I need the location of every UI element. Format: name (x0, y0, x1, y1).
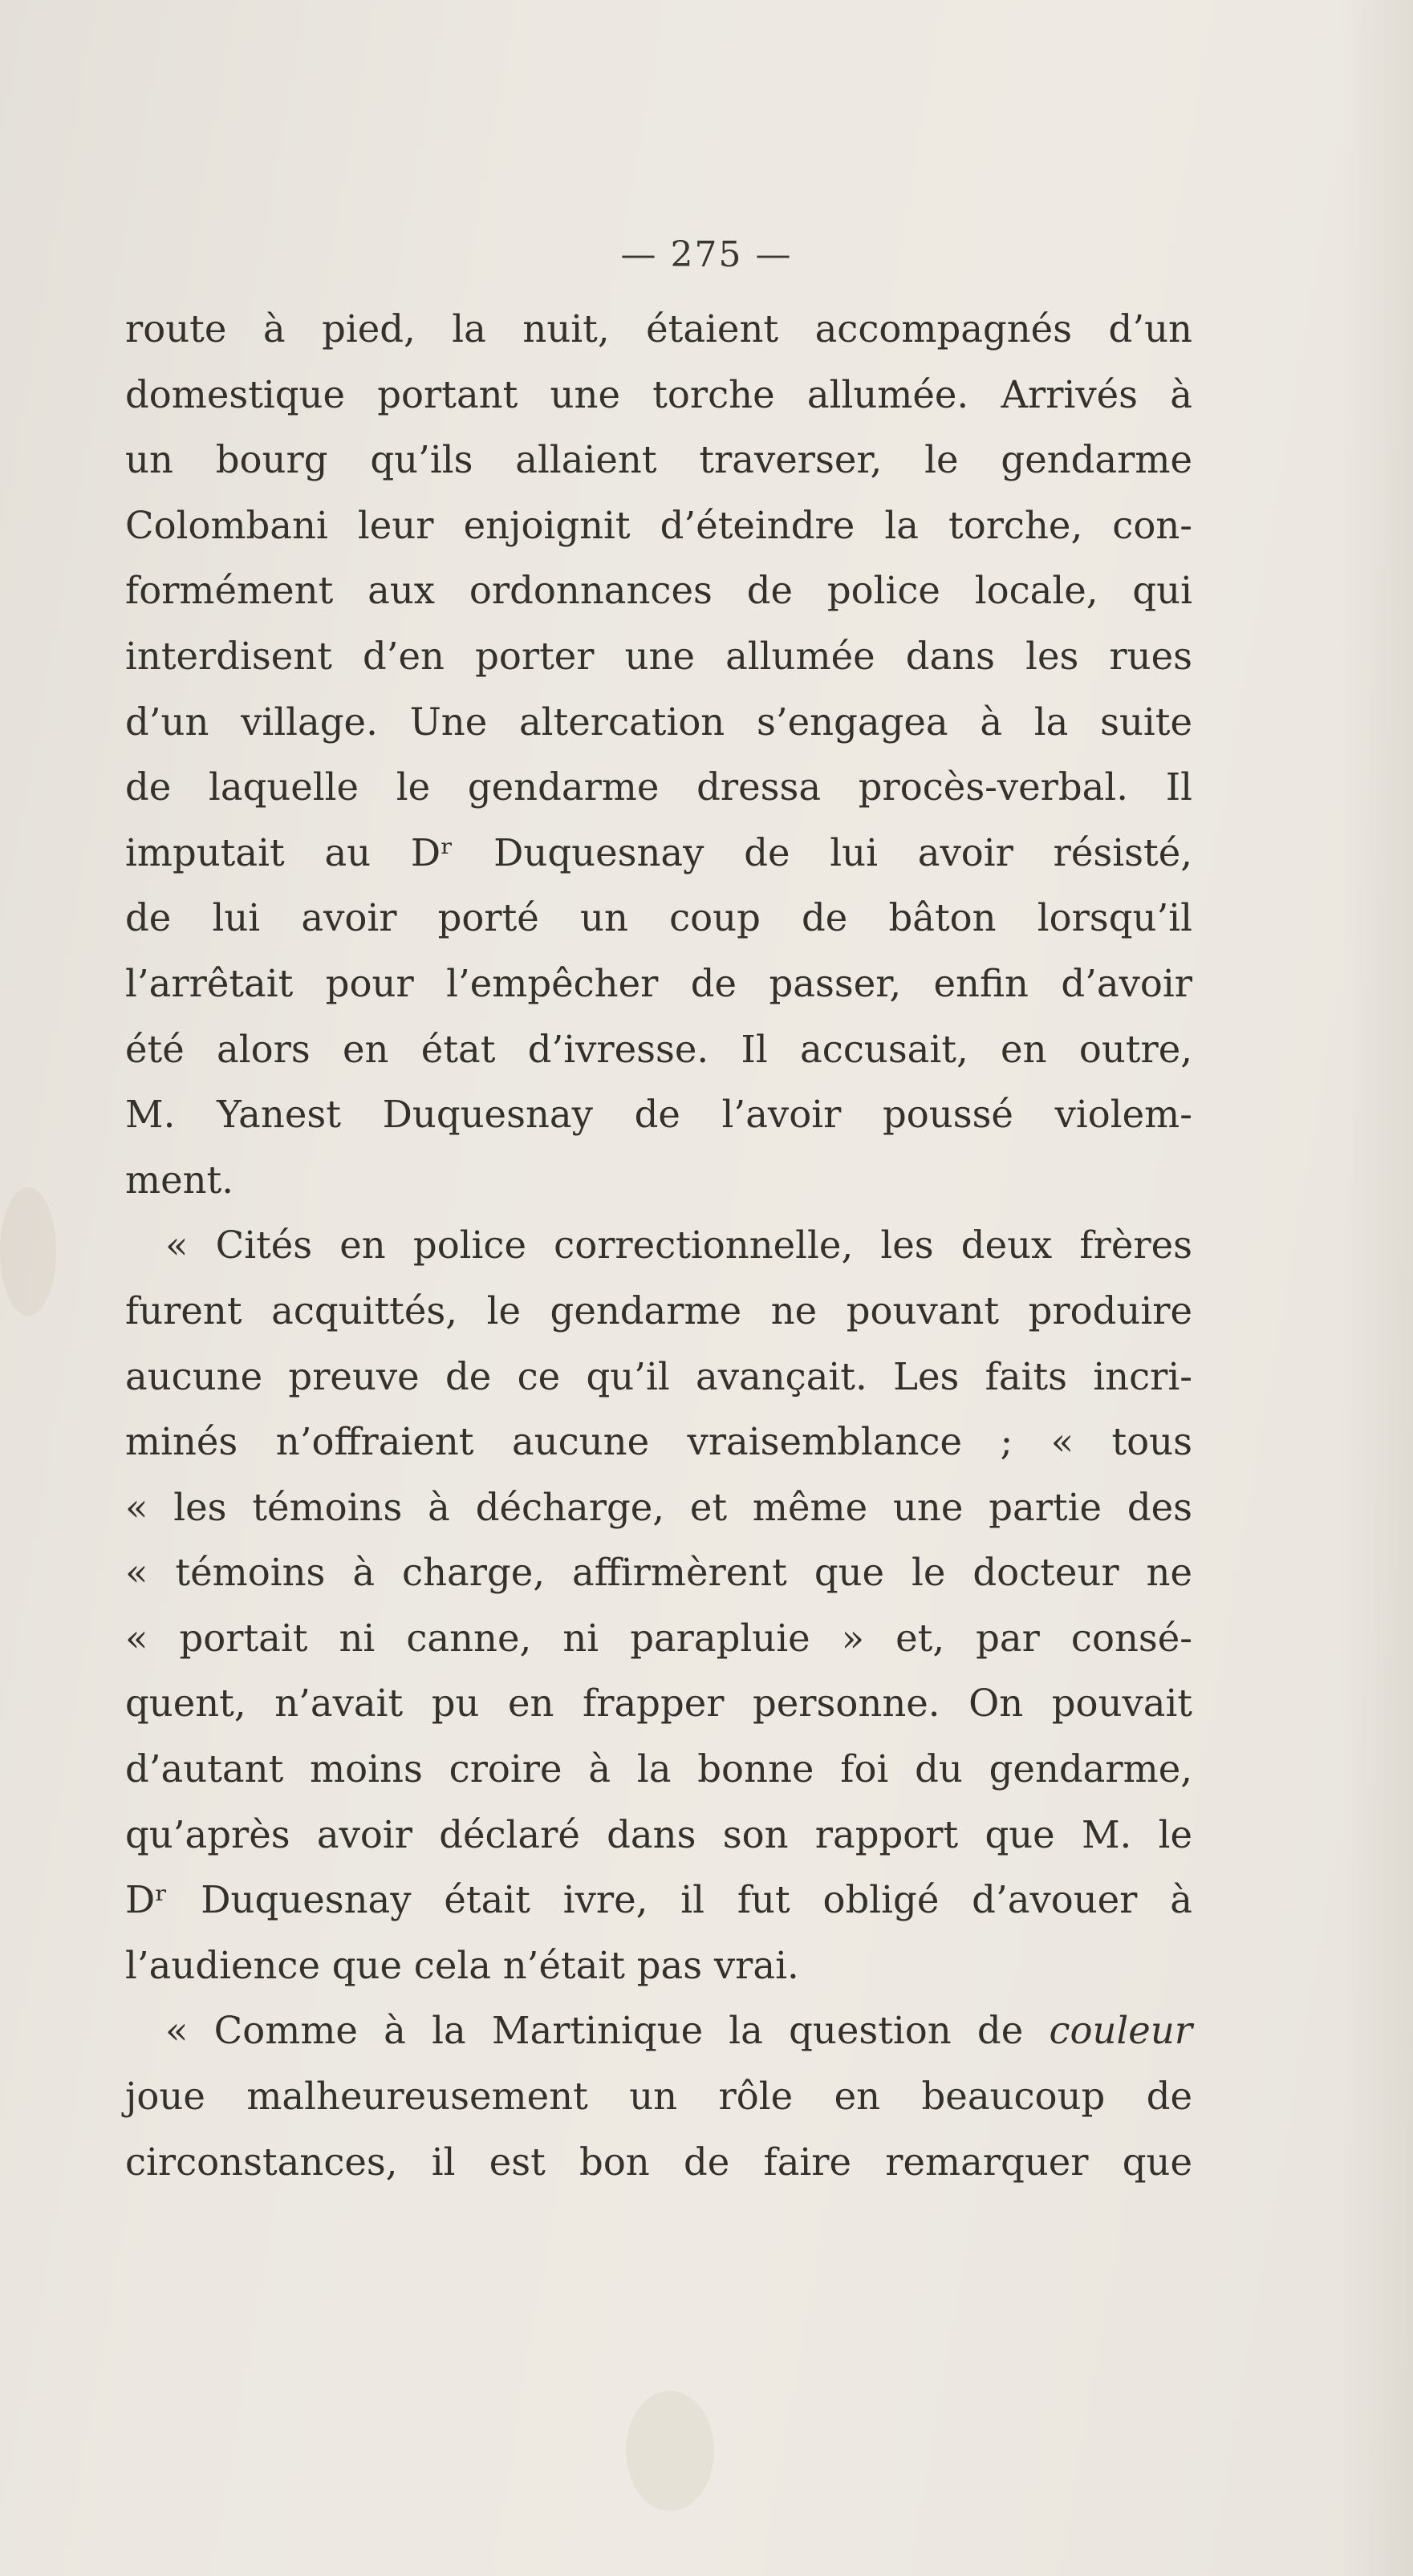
text-line: domestique portant une torche allumée. Arrivés à (125, 372, 1192, 416)
text-line: route à pied, la nuit, étaient accompagnés d’un (125, 307, 1192, 351)
text-line: formément aux ordonnances de police locale, qui (125, 569, 1192, 613)
text-line: de lui avoir porté un coup de bâton lorsqu’il (125, 896, 1192, 940)
text-line: un bourg qu’ils allaient traverser, le gendarme (125, 438, 1192, 482)
text-line: « témoins à charge, affirmèrent que le docteur ne (125, 1551, 1192, 1595)
paragraph-3 (125, 1998, 1192, 2195)
text-line: joue malheureusement un rôle en beaucoup de (125, 2075, 1192, 2119)
text-line: d’un village. Une altercation s’engagea à la suite (125, 700, 1192, 744)
text-line: d’autant moins croire à la bonne foi du gendarme, (125, 1747, 1192, 1791)
text-line: Dʳ Duquesnay était ivre, il fut obligé d’avouer à (125, 1878, 1192, 1922)
page-edge-shadow (1341, 0, 1413, 2576)
text-line: imputait au Dʳ Duquesnay de lui avoir résisté, (125, 830, 1192, 874)
italic-word: couleur (1049, 2009, 1192, 2053)
paper-stain (0, 1187, 56, 1316)
text-line: « les témoins à décharge, et même une partie des (125, 1485, 1192, 1529)
text-line: l’audience que cela n’était pas vrai. (125, 1943, 799, 1987)
text-line: de laquelle le gendarme dressa procès-verbal. Il (125, 765, 1192, 809)
text-line: circonstances, il est bon de faire remarquer que (125, 2140, 1192, 2184)
text-line: quent, n’avait pu en frapper personne. On pouvait (125, 1681, 1192, 1726)
text-line: l’arrêtait pour l’empêcher de passer, enfin d’avoir (125, 961, 1192, 1005)
text-line (125, 1998, 1192, 2064)
page-number: — 275 — (620, 234, 793, 275)
text-line: été alors en état d’ivresse. Il accusait, en outre, (125, 1027, 1192, 1071)
text-line: M. Yanest Duquesnay de l’avoir poussé violem- (125, 1093, 1192, 1137)
text-line: furent acquittés, le gendarme ne pouvant produire (125, 1288, 1192, 1333)
text-line: minés n’offraient aucune vraisemblance ; « tous (125, 1420, 1192, 1464)
text-line: interdisent d’en porter une allumée dans les rues (125, 634, 1192, 678)
paragraph-2 (125, 1213, 1192, 1998)
paper-stain (626, 2391, 714, 2511)
text-line: qu’après avoir déclaré dans son rapport que M. le (125, 1812, 1192, 1856)
text-line: Colombani leur enjoignit d’éteindre la torche, con- (125, 503, 1192, 547)
text-line: « portait ni canne, ni parapluie » et, par consé- (125, 1616, 1192, 1660)
text-line: ment. (125, 1158, 234, 1202)
body-text (125, 297, 1192, 2195)
paragraph-1 (125, 297, 1192, 1213)
text-line: « Cités en police correctionnelle, les deux frères (165, 1223, 1192, 1268)
text-line: aucune preuve de ce qu’il avançait. Les faits incri- (125, 1354, 1192, 1398)
text-run: « Comme à la Martinique la question de (165, 2009, 1050, 2053)
